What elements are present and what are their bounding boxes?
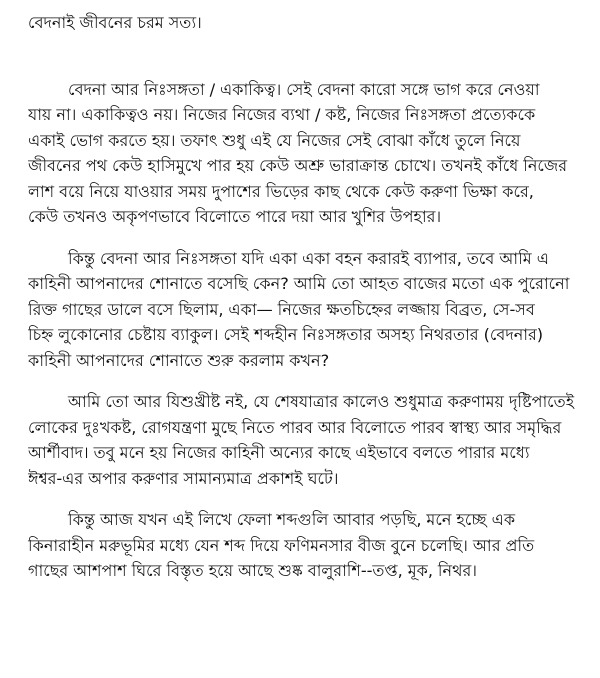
paragraph-line: আর্শীবাদ। তবু মনে হয় নিজের কাহিনী অন্যের কাছে এইভাবে বলতে পারার মধ্যে — [28, 443, 530, 462]
paragraph-line: কিন্তু আজ যখন এই লিখে ফেলা শব্দগুলি আবার পড়ছি, মনে হচ্ছে এক — [68, 510, 516, 529]
paragraph-line: যায় না। একাকিত্বও নয়। নিজের নিজের ব্যথা / কষ্ট, নিজের নিঃসঙ্গতা প্রত্যেককে — [28, 105, 536, 124]
paragraph-2 — [28, 246, 586, 374]
paragraph-4 — [28, 507, 586, 584]
paragraph-line: লাশ বয়ে নিয়ে যাওয়ার সময় দুপাশের ভিড়ের কাছ থেকে কেউ করুণা ভিক্ষা করে, — [28, 181, 534, 201]
spacer — [28, 36, 586, 77]
spacer — [28, 230, 586, 246]
title-line: বেদনাই জীবনের চরম সত্য। — [28, 13, 202, 32]
paragraph-3 — [28, 389, 586, 491]
paragraph-line: গাছের আশপাশ ঘিরে বিস্তৃত হয়ে আছে শুষ্ক বালুরাশি--তপ্ত, মূক, নিথর। — [28, 561, 477, 580]
paragraph-1 — [28, 77, 586, 230]
paragraph-line: জীবনের পথ কেউ হাসিমুখে পার হয় কেউ অশ্রু ভারাক্রান্ত চোখে। তখনই কাঁধে নিজের — [28, 156, 568, 175]
paragraph-line: কিন্তু বেদনা আর নিঃসঙ্গতা যদি একা একা বহন করারই ব্যাপার, তবে আমি এ — [68, 248, 549, 268]
paragraph-line: লোকের দুঃখকষ্ট, রোগযন্ত্রণা মুছে নিতে পারব আর বিলোতে পারব স্বাস্থ্য আর সমৃদ্ধির — [28, 417, 562, 437]
spacer — [28, 491, 586, 507]
paragraph-line: আমি তো আর যিশুখ্রীষ্ট নই, যে শেষযাত্রার কালেও শুধুমাত্র করুণাময় দৃষ্টিপাতেই — [68, 392, 575, 411]
paragraph-line: কাহিনী আপনাদের শোনাতে বসেছি কেন? আমি তো আহত বাজের মতো এক পুরোনো — [28, 274, 570, 293]
spacer — [28, 373, 586, 389]
paragraph-line: কিনারাহীন মরুভূমির মধ্যে যেন শব্দ দিয়ে ফণিমনসার বীজ বুনে চলেছি। আর প্রতি — [28, 535, 535, 555]
paragraph-line: ঈশ্বর-এর অপার করুণার সামান্যমাত্র প্রকাশই ঘটে। — [28, 468, 339, 488]
paragraph-line: কেউ তখনও অকৃপণভাবে বিলোতে পারে দয়া আর খুশির উপহার। — [28, 207, 442, 226]
paragraph-line: একাই ভোগ করতে হয়। তফাৎ শুধু এই যে নিজের সেই বোঝা কাঁধে তুলে নিয়ে — [28, 130, 521, 150]
paragraph-line: বেদনা আর নিঃসঙ্গতা / একাকিত্ব। সেই বেদনা কারো সঙ্গে ভাগ করে নেওয়া — [68, 79, 540, 99]
paragraph-line: চিহ্ন লুকোনোর চেষ্টায় ব্যাকুল। সেই শব্দহীন নিঃসঙ্গতার অসহ্য নিথরতার (বেদনার) — [28, 325, 544, 344]
paragraph-line: কাহিনী আপনাদের শোনাতে শুরু করলাম কখন? — [28, 350, 330, 370]
paragraph-line: রিক্ত গাছের ডালে বসে ছিলাম, একা— নিজের ক্ষতচিহ্নের লজ্জায় বিব্রত, সে-সব — [28, 299, 535, 319]
